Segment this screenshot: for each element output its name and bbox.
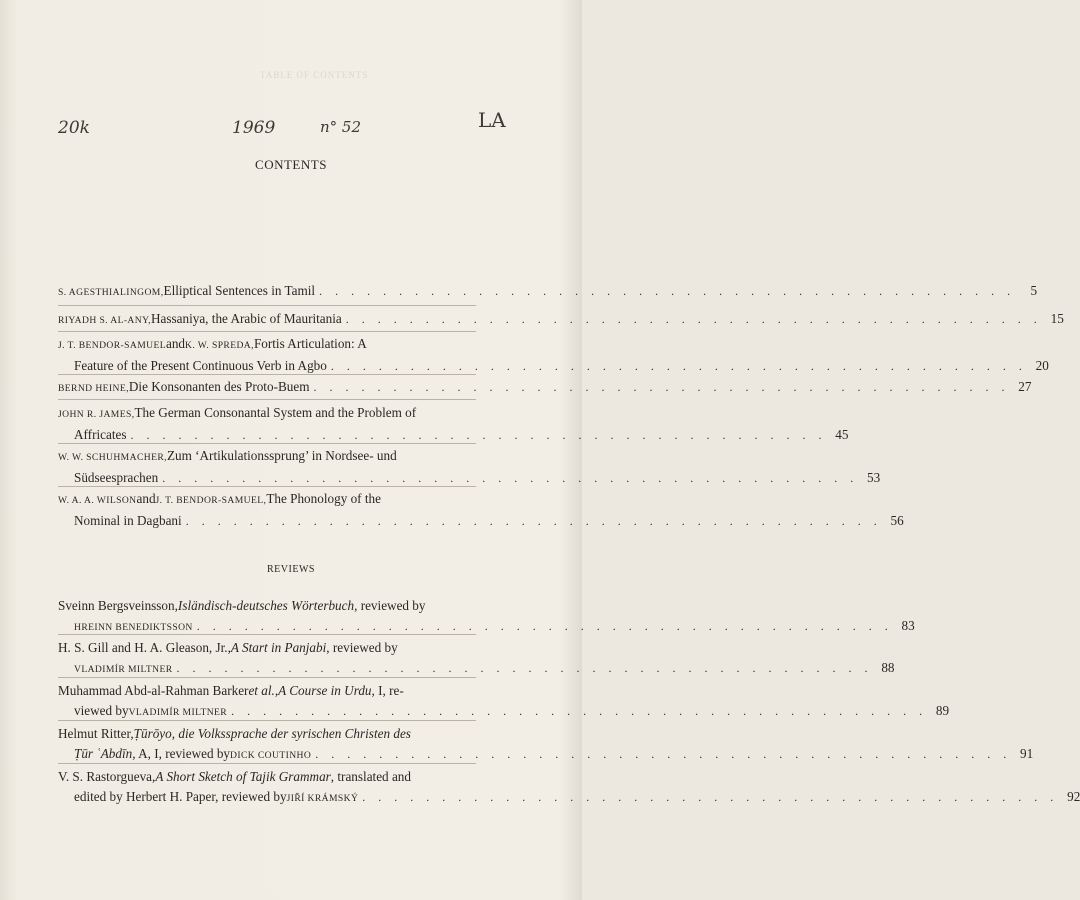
review-entry: [58, 726, 1034, 764]
review-author: Helmut Ritter,: [58, 726, 134, 741]
article-author: J. T. BENDOR-SAMUEL: [58, 340, 166, 351]
page-number: 5: [1030, 283, 1038, 298]
page-number: 91: [1020, 745, 1034, 761]
article-author: W. W. SCHUHMACHER,: [58, 452, 167, 463]
conjunction: and: [136, 491, 156, 506]
review-book-title: Ṭūrōyo, die Volkssprache der syrischen Christen des: [133, 726, 411, 741]
page-number: 83: [901, 617, 915, 633]
review-entry: [58, 769, 1080, 807]
article-entry: [58, 283, 1038, 302]
article-entry: [58, 491, 904, 529]
review-text: , reviewed by: [354, 598, 426, 613]
leader-dots: . . . . . . . . . . . . . . . . . . . . . . . . . . . . . . . . . . . . . . . . . . . .: [185, 513, 882, 528]
leader-dots: . . . . . . . . . . . . . . . . . . . . . . . . . . . . . . . . . . . . . . . . . . . .: [330, 358, 1027, 373]
leader-dots: . . . . . . . . . . . . . . . . . . . . . . . . . . . . . . . . . . . . . . . . . . . .: [231, 703, 928, 718]
review-book-title: A Course in Urdu: [278, 683, 372, 698]
leader-dots: . . . . . . . . . . . . . . . . . . . . . . . . . . . . . . . . . . . . . . . . . . . .: [313, 380, 1010, 394]
divider: [58, 331, 476, 332]
article-title-cont: Nominal in Dagbani: [74, 512, 182, 528]
review-author: V. S. Rastorgueva,: [58, 769, 156, 784]
divider: [58, 486, 476, 487]
reviewer-name: DICK COUTINHO: [230, 749, 312, 761]
leader-dots: . . . . . . . . . . . . . . . . . . . . . . . . . . . . . . . . . . . . . . . . . . . .: [196, 618, 893, 633]
leader-dots: . . . . . . . . . . . . . . . . . . . . . . . . . . . . . . . . . . . . . . . . . . . .: [176, 660, 873, 675]
review-book-title: Ṭūr ʿAbdīn: [74, 745, 133, 761]
article-author: BERND HEINE,: [58, 383, 129, 394]
article-author: W. A. A. WILSON: [58, 495, 137, 506]
article-title: Fortis Articulation: A: [253, 336, 367, 351]
handwritten-note-right: LA: [478, 108, 506, 132]
divider: [58, 399, 476, 400]
reviewer-name: VLADIMÍR MILTNER: [74, 663, 173, 675]
article-entry: [58, 311, 1064, 330]
review-text: edited by Herbert H. Paper, reviewed by: [74, 788, 287, 804]
review-entry: [58, 640, 895, 678]
divider: [58, 634, 476, 635]
review-text: , translated and: [330, 769, 411, 784]
review-text: viewed by: [74, 702, 129, 718]
page-number: 45: [835, 426, 849, 442]
reviewer-name: VLADIMÍR MILTNER: [128, 706, 228, 718]
review-text: , A, I, reviewed by: [132, 745, 231, 761]
article-title: The Phonology of the: [266, 491, 381, 506]
handwritten-note-number: n° 52: [320, 118, 362, 136]
review-author: Muhammad Abd-al-Rahman Barker: [58, 683, 249, 698]
conjunction: and: [165, 336, 186, 351]
article-author: JOHN R. JAMES,: [58, 409, 135, 420]
article-title: Elliptical Sentences in Tamil: [163, 283, 316, 298]
reviewer-name: HREINN BENEDIKTSSON: [74, 621, 193, 633]
article-entry: [58, 405, 849, 443]
review-author: H. S. Gill and H. A. Gleason, Jr.,: [58, 640, 231, 655]
article-author: J. T. BENDOR-SAMUEL,: [155, 495, 267, 506]
contents-heading: CONTENTS: [255, 157, 327, 172]
article-title-cont: Feature of the Present Continuous Verb in Agbo: [74, 357, 327, 373]
article-title: The German Consonantal System and the Problem of: [134, 405, 417, 420]
page-number: 27: [1018, 379, 1032, 394]
article-author: K. W. SPREDA,: [185, 340, 254, 351]
review-author: Sveinn Bergsveinsson,: [58, 598, 178, 613]
handwritten-note-left: 20k: [58, 118, 90, 138]
divider: [58, 677, 476, 678]
reviews-heading: REVIEWS: [267, 564, 315, 575]
leader-dots: . . . . . . . . . . . . . . . . . . . . . . . . . . . . . . . . . . . . . . . . . . . .: [319, 284, 1016, 298]
article-entry: [58, 448, 881, 486]
leader-dots: . . . . . . . . . . . . . . . . . . . . . . . . . . . . . . . . . . . . . . . . . . . .: [162, 470, 859, 485]
page-number: 56: [890, 512, 904, 528]
article-title: Die Konsonanten des Proto-Buem: [128, 379, 310, 394]
article-author: S. AGESTHIALINGOM,: [58, 287, 164, 298]
article-title: Hassaniya, the Arabic of Mauritania: [150, 311, 342, 326]
reviewer-name: JIŘÍ KRÁMSKÝ: [286, 792, 359, 804]
page-number: 15: [1050, 311, 1064, 326]
page-number: 92: [1067, 788, 1080, 804]
handwritten-note-year: 1969: [232, 118, 276, 138]
divider: [58, 720, 476, 721]
divider: [58, 443, 476, 444]
divider: [58, 374, 476, 375]
review-text: , reviewed by: [326, 640, 398, 655]
review-book-title: A Start in Panjabi: [230, 640, 327, 655]
article-entry: [58, 379, 1032, 398]
review-entry: [58, 598, 915, 636]
page-number: 89: [935, 702, 950, 718]
article-author: RIYADH S. AL-ANY,: [58, 315, 151, 326]
bleed-through-heading: TABLE OF CONTENTS: [260, 70, 369, 80]
page-number: 20: [1035, 357, 1049, 373]
leader-dots: . . . . . . . . . . . . . . . . . . . . . . . . . . . . . . . . . . . . . . . . . . . .: [362, 789, 1059, 804]
article-entry: [58, 336, 1049, 374]
review-text: ,: [274, 683, 279, 698]
page-number: 88: [881, 659, 895, 675]
divider: [58, 763, 476, 764]
review-book-title: A Short Sketch of Tajik Grammar: [155, 769, 331, 784]
review-book-title: Isländisch-deutsches Wörterbuch: [177, 598, 355, 613]
leader-dots: . . . . . . . . . . . . . . . . . . . . . . . . . . . . . . . . . . . . . . . . . . . .: [345, 312, 1042, 326]
leader-dots: . . . . . . . . . . . . . . . . . . . . . . . . . . . . . . . . . . . . . . . . . . . .: [130, 427, 827, 442]
review-text: , I, re-: [371, 683, 404, 698]
article-title: Zum ‘Artikulationssprung’ in Nordsee- und: [166, 448, 397, 463]
review-book-title: et al.: [248, 683, 275, 698]
page-number: 53: [867, 469, 881, 485]
divider: [58, 305, 476, 306]
review-entry: [58, 683, 950, 721]
article-title-cont: Affricates: [74, 426, 127, 442]
leader-dots: . . . . . . . . . . . . . . . . . . . . . . . . . . . . . . . . . . . . . . . . . . . .: [315, 746, 1012, 761]
article-title-cont: Südseesprachen: [74, 469, 159, 485]
